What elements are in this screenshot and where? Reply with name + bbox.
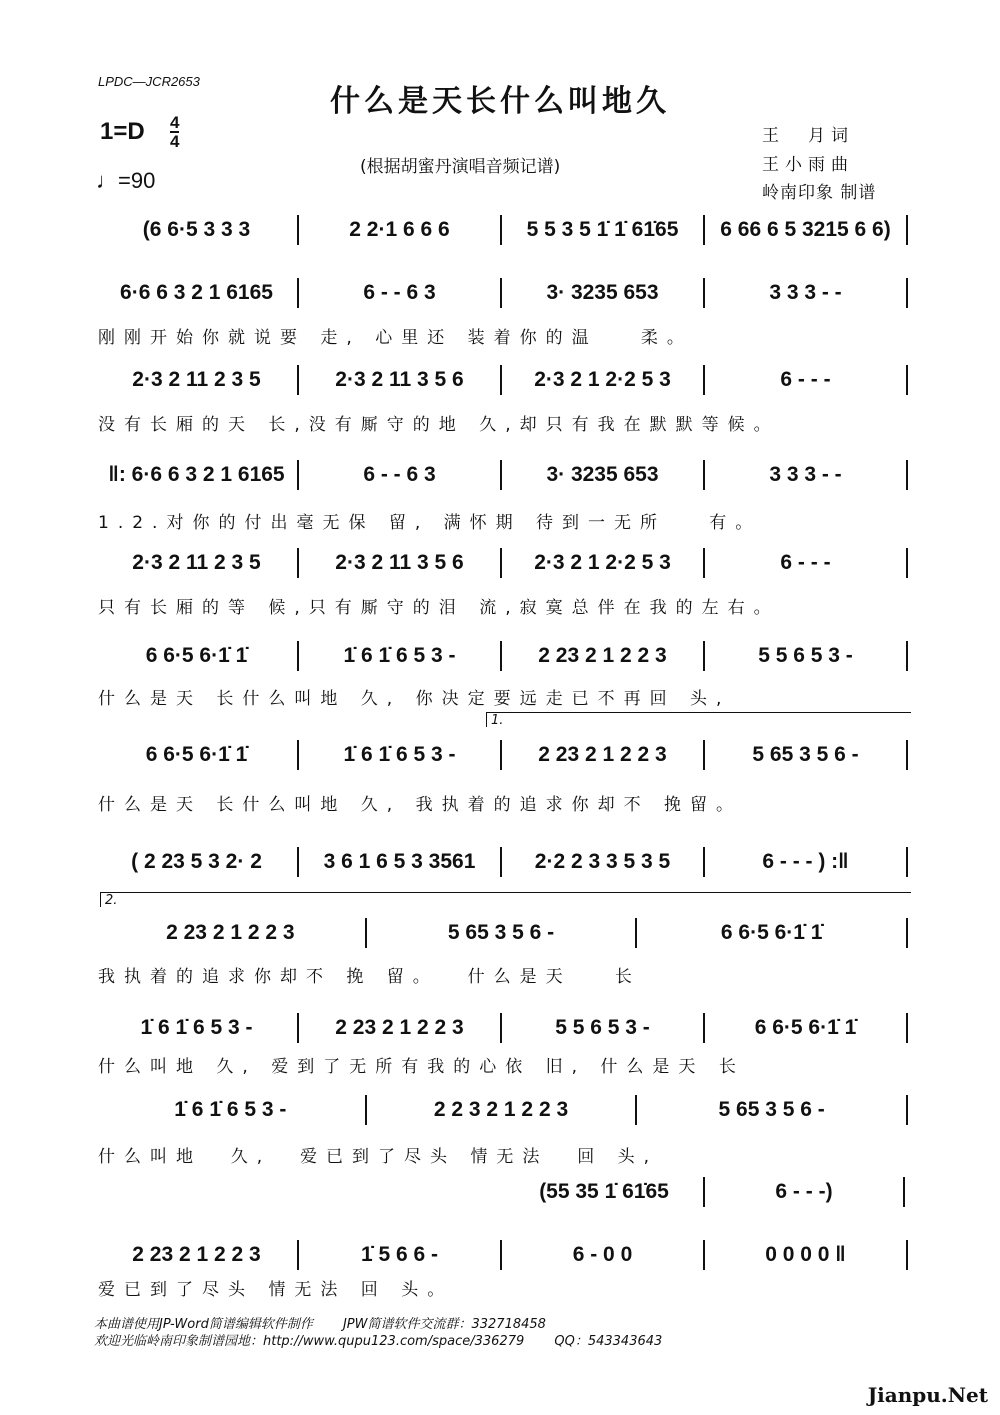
barline <box>906 918 908 948</box>
measure: 3 3 3 - - <box>769 281 842 304</box>
barline <box>906 460 908 490</box>
music-system <box>96 1095 908 1125</box>
music-system <box>96 1013 908 1043</box>
lyrics-line: 刚刚开始你就说要 走, 心里还 装着你的温 柔。 <box>98 328 693 348</box>
tempo-mark: ♩=90 <box>96 168 156 193</box>
barline <box>903 1177 905 1207</box>
measure: 6 6·5 6·1̇ 1̇ <box>754 1016 857 1039</box>
lyrics-line: 什么是天 长什么叫地 久, 你决定要远走已不再回 头, <box>98 689 731 709</box>
barline <box>906 1240 908 1270</box>
lyrics-line: 没有长厢的天 长,没有厮守的地 久,却只有我在默默等候。 <box>98 415 780 435</box>
music-system <box>96 278 908 308</box>
barline <box>906 278 908 308</box>
measure: 2 23 2 1 2 2 3 <box>132 1243 261 1266</box>
measure: 1̇ 6 1̇ 6 5 3 - <box>140 1016 253 1039</box>
measure: 6 66 6 5 3215 6 6) <box>720 218 891 241</box>
measure: 3· 3235 653 <box>546 463 659 486</box>
measure: 2·3 2 11 3 5 6 <box>335 368 464 391</box>
lyrics-line: 什么是天 长什么叫地 久, 我执着的追求你却不 挽留。 <box>98 795 743 815</box>
music-system <box>505 1177 905 1207</box>
measure: 2 2 3 2 1 2 2 3 <box>433 1098 569 1121</box>
time-signature <box>170 114 179 150</box>
measure: 2 23 2 1 2 2 3 <box>166 921 295 944</box>
music-system <box>96 847 908 877</box>
lyrics-line: 爱已到了尽头 情无法 回 头。 <box>98 1280 454 1300</box>
measure: 6 - - - <box>780 551 831 574</box>
measure: 2 23 2 1 2 2 3 <box>335 1016 464 1039</box>
composer: 王小雨曲 <box>762 155 854 175</box>
music-system <box>96 215 908 245</box>
key-signature: 1=D <box>100 118 145 145</box>
measure: 2 2·1 6 6 6 <box>349 218 450 241</box>
music-system <box>96 548 908 578</box>
barline <box>906 548 908 578</box>
measure: 1̇ 6 1̇ 6 5 3 - <box>174 1098 287 1121</box>
measure: 6·6 6 3 2 1 6165 <box>120 281 273 304</box>
volta-bracket: 1. <box>486 712 911 727</box>
barline <box>906 847 908 877</box>
measure: 1̇ 6 1̇ 6 5 3 - <box>343 644 456 667</box>
measure: 3 6 1 6 5 3 3561 <box>323 850 476 873</box>
barline <box>906 641 908 671</box>
measure: 6 6·5 6·1̇ 1̇ <box>145 743 248 766</box>
barline <box>906 740 908 770</box>
watermark: Jianpu.Net <box>867 1383 988 1407</box>
measure: 1̇ 5 6 6 - <box>360 1243 439 1266</box>
measure: 5 65 3 5 6 - <box>718 1098 825 1121</box>
measure: ‖: 6·6 6 3 2 1 6165 <box>108 463 285 486</box>
barline <box>906 1095 908 1125</box>
measure: 5 65 3 5 6 - <box>447 921 555 944</box>
song-title: 什么是天长什么叫地久 <box>330 84 670 119</box>
music-system <box>96 740 908 770</box>
measure: 6 - - - ) :‖ <box>762 850 849 873</box>
lyrics-line: 1.2.对你的付出毫无保 留, 满怀期 待到一无所 有。 <box>98 513 762 533</box>
measure: 3 3 3 - - <box>769 463 842 486</box>
measure: (6 6·5 3 3 3 <box>142 218 251 241</box>
measure: 5 65 3 5 6 - <box>752 743 859 766</box>
music-system <box>96 365 908 395</box>
lyrics-line: 只有长厢的等 候,只有厮守的泪 流,寂寞总伴在我的左右。 <box>98 598 780 618</box>
measure: 5 5 6 5 3 - <box>555 1016 650 1039</box>
barline <box>906 1013 908 1043</box>
measure: (55 35 1̇ 61̇65 <box>539 1180 669 1203</box>
time-bottom: 4 <box>170 132 180 151</box>
lyrics-line: 什么叫地 久, 爱已到了尽头 情无法 回 头, <box>98 1147 659 1167</box>
measure: 2·3 2 11 3 5 6 <box>335 551 464 574</box>
measure: 2 23 2 1 2 2 3 <box>538 644 667 667</box>
measure: 2 23 2 1 2 2 3 <box>538 743 667 766</box>
time-top: 4 <box>170 113 180 132</box>
measure: ( 2 23 5 3 2· 2 <box>131 850 262 873</box>
measure: 6 - - -) <box>775 1180 833 1203</box>
measure: 5 5 6 5 3 - <box>758 644 853 667</box>
lyrics-line: 我执着的追求你却不 挽 留。 什么是天 长 <box>98 967 641 987</box>
music-system <box>96 641 908 671</box>
measure: 3· 3235 653 <box>546 281 659 304</box>
arranger: 岭南印象 制谱 <box>762 183 877 203</box>
footer-line-2: 欢迎光临岭南印象制谱园地：http://www.qupu123.com/space/336279 QQ：543343643 <box>94 1334 663 1349</box>
measure: 0 0 0 0 ‖ <box>765 1243 846 1266</box>
measure: 2·3 2 11 2 3 5 <box>132 551 261 574</box>
music-system <box>96 918 908 948</box>
measure: 1̇ 6 1̇ 6 5 3 - <box>343 743 456 766</box>
measure: 6 - 0 0 <box>572 1243 633 1266</box>
barline <box>906 215 908 245</box>
measure: 6 - - 6 3 <box>363 463 436 486</box>
music-system <box>96 460 908 490</box>
measure: 2·2 2 3 3 5 3 5 <box>534 850 671 873</box>
barline <box>906 365 908 395</box>
measure: 5 5 3 5 1̇ 1̇ 61̇65 <box>526 218 679 241</box>
subtitle: (根据胡蜜丹演唱音频记谱) <box>360 157 561 177</box>
lyrics-line: 什么叫地 久, 爱到了无所有我的心依 旧, 什么是天 长 <box>98 1057 745 1077</box>
footer-line-1: 本曲谱使用JP-Word简谱编辑软件制作 JPW简谱软件交流群：332718458 <box>94 1317 546 1332</box>
lyricist: 王 月词 <box>762 126 854 146</box>
measure: 2·3 2 1 2·2 5 3 <box>534 368 671 391</box>
volta-bracket: 2. <box>100 892 911 907</box>
measure: 6 6·5 6·1̇ 1̇ <box>720 921 823 944</box>
measure: 2·3 2 11 2 3 5 <box>132 368 261 391</box>
music-system <box>96 1240 908 1270</box>
score-code: LPDC—JCR2653 <box>98 74 200 89</box>
measure: 6 - - - <box>780 368 831 391</box>
measure: 6 - - 6 3 <box>363 281 436 304</box>
measure: 2·3 2 1 2·2 5 3 <box>534 551 671 574</box>
measure: 6 6·5 6·1̇ 1̇ <box>145 644 248 667</box>
